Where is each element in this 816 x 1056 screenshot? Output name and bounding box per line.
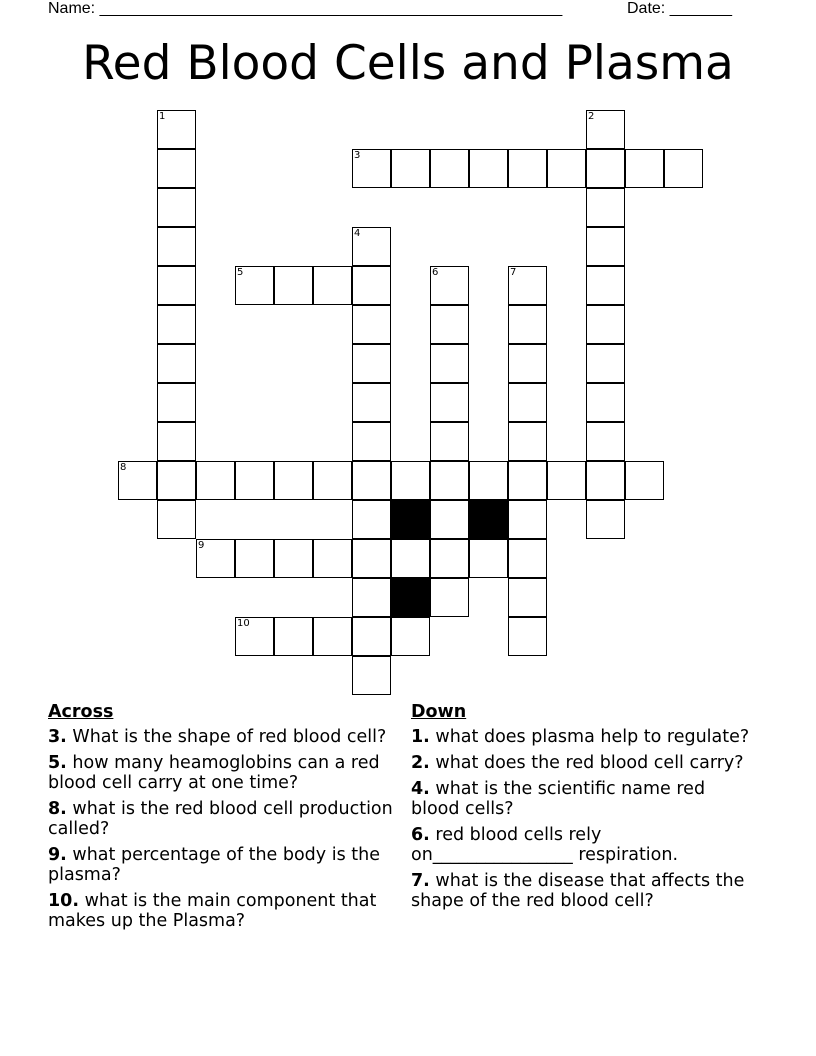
crossword-cell[interactable] bbox=[157, 383, 196, 422]
crossword-block bbox=[391, 578, 430, 617]
crossword-cell[interactable] bbox=[586, 500, 625, 539]
crossword-cell[interactable] bbox=[157, 110, 196, 149]
crossword-cell[interactable] bbox=[469, 539, 508, 578]
down-clue bbox=[411, 727, 751, 747]
crossword-cell[interactable] bbox=[391, 617, 430, 656]
crossword-cell[interactable] bbox=[547, 461, 586, 500]
crossword-cell[interactable] bbox=[352, 227, 391, 266]
clue-number: 4. bbox=[411, 779, 430, 799]
clue-text: what is the main component that makes up the Plasma? bbox=[48, 891, 377, 931]
clue-number: 8. bbox=[48, 799, 67, 819]
clue-number-label: 10 bbox=[237, 618, 250, 629]
crossword-cell[interactable] bbox=[157, 344, 196, 383]
crossword-cell[interactable] bbox=[313, 461, 352, 500]
crossword-cell[interactable] bbox=[157, 266, 196, 305]
crossword-cell[interactable] bbox=[508, 578, 547, 617]
crossword-cell[interactable] bbox=[352, 656, 391, 695]
crossword-cell[interactable] bbox=[430, 578, 469, 617]
crossword-cell[interactable] bbox=[430, 266, 469, 305]
crossword-block bbox=[391, 500, 430, 539]
clue-number: 2. bbox=[411, 753, 430, 773]
crossword-cell[interactable] bbox=[391, 461, 430, 500]
crossword-cell[interactable] bbox=[508, 344, 547, 383]
clue-number: 1. bbox=[411, 727, 430, 747]
clue-number: 5. bbox=[48, 753, 67, 773]
down-clue bbox=[411, 825, 751, 865]
across-clue bbox=[48, 799, 398, 839]
crossword-cell[interactable] bbox=[352, 461, 391, 500]
across-clue bbox=[48, 845, 398, 885]
crossword-cell[interactable] bbox=[508, 500, 547, 539]
clue-number-label: 5 bbox=[237, 267, 244, 278]
crossword-cell[interactable] bbox=[157, 149, 196, 188]
crossword-cell[interactable] bbox=[586, 305, 625, 344]
down-heading: Down bbox=[411, 702, 467, 722]
date-field-label: Date: _______ bbox=[627, 0, 732, 17]
across-heading: Across bbox=[48, 702, 114, 722]
crossword-cell[interactable] bbox=[235, 266, 274, 305]
crossword-cell[interactable] bbox=[508, 617, 547, 656]
crossword-cell[interactable] bbox=[430, 383, 469, 422]
crossword-cell[interactable] bbox=[313, 617, 352, 656]
clue-number-label: 3 bbox=[354, 150, 361, 161]
crossword-cell[interactable] bbox=[235, 539, 274, 578]
crossword-cell[interactable] bbox=[508, 266, 547, 305]
crossword-cell[interactable] bbox=[157, 422, 196, 461]
crossword-cell[interactable] bbox=[508, 422, 547, 461]
crossword-cell[interactable] bbox=[196, 539, 235, 578]
across-clues bbox=[48, 702, 398, 937]
crossword-cell[interactable] bbox=[196, 461, 235, 500]
crossword-cell[interactable] bbox=[586, 461, 625, 500]
clue-number-label: 4 bbox=[354, 228, 361, 239]
crossword-cell[interactable] bbox=[586, 422, 625, 461]
crossword-cell[interactable] bbox=[274, 539, 313, 578]
down-clue bbox=[411, 753, 751, 773]
crossword-cell[interactable] bbox=[157, 305, 196, 344]
clue-number-label: 6 bbox=[432, 267, 439, 278]
across-clue bbox=[48, 753, 398, 793]
crossword-cell[interactable] bbox=[430, 344, 469, 383]
crossword-cell[interactable] bbox=[352, 149, 391, 188]
crossword-cell[interactable] bbox=[274, 617, 313, 656]
clue-number: 3. bbox=[48, 727, 67, 747]
crossword-cell[interactable] bbox=[469, 149, 508, 188]
crossword-cell[interactable] bbox=[157, 500, 196, 539]
crossword-block bbox=[469, 500, 508, 539]
crossword-cell[interactable] bbox=[586, 110, 625, 149]
crossword-cell[interactable] bbox=[508, 149, 547, 188]
crossword-cell[interactable] bbox=[157, 188, 196, 227]
crossword-cell[interactable] bbox=[352, 617, 391, 656]
crossword-cell[interactable] bbox=[391, 149, 430, 188]
crossword-cell[interactable] bbox=[469, 461, 508, 500]
crossword-cell[interactable] bbox=[313, 539, 352, 578]
down-clue bbox=[411, 779, 751, 819]
clue-text: What is the shape of red blood cell? bbox=[72, 727, 387, 747]
crossword-cell[interactable] bbox=[430, 422, 469, 461]
clue-number-label: 9 bbox=[198, 540, 205, 551]
crossword-cell[interactable] bbox=[430, 500, 469, 539]
crossword-cell[interactable] bbox=[586, 227, 625, 266]
crossword-cell[interactable] bbox=[352, 539, 391, 578]
across-clue bbox=[48, 727, 398, 747]
crossword-cell[interactable] bbox=[352, 422, 391, 461]
crossword-cell[interactable] bbox=[625, 149, 664, 188]
crossword-cell[interactable] bbox=[430, 305, 469, 344]
crossword-cell[interactable] bbox=[430, 461, 469, 500]
crossword-cell[interactable] bbox=[352, 500, 391, 539]
across-clue bbox=[48, 891, 398, 931]
crossword-cell[interactable] bbox=[586, 188, 625, 227]
crossword-cell[interactable] bbox=[586, 344, 625, 383]
crossword-cell[interactable] bbox=[586, 383, 625, 422]
crossword-cell[interactable] bbox=[547, 149, 586, 188]
clue-text: what does plasma help to regulate? bbox=[435, 727, 750, 747]
crossword-cell[interactable] bbox=[352, 383, 391, 422]
crossword-cell[interactable] bbox=[586, 149, 625, 188]
crossword-cell[interactable] bbox=[664, 149, 703, 188]
crossword-cell[interactable] bbox=[352, 578, 391, 617]
clue-text: what percentage of the body is the plasma? bbox=[48, 845, 380, 885]
down-clues bbox=[411, 702, 751, 917]
crossword-cell[interactable] bbox=[508, 461, 547, 500]
clue-number: 9. bbox=[48, 845, 67, 865]
crossword-cell[interactable] bbox=[391, 539, 430, 578]
crossword-cell[interactable] bbox=[508, 305, 547, 344]
clue-number: 10. bbox=[48, 891, 80, 911]
crossword-cell[interactable] bbox=[274, 266, 313, 305]
clue-text: what is the disease that affects the shape of the red blood cell? bbox=[411, 871, 745, 911]
crossword-cell[interactable] bbox=[586, 266, 625, 305]
clue-number: 6. bbox=[411, 825, 430, 845]
crossword-cell[interactable] bbox=[118, 461, 157, 500]
clue-number-label: 8 bbox=[120, 462, 127, 473]
name-field-label: Name: ____________________________________________________ bbox=[48, 0, 563, 17]
clue-number-label: 7 bbox=[510, 267, 517, 278]
clue-text: red blood cells rely on________________ respiration. bbox=[411, 825, 679, 865]
clue-text: how many heamoglobins can a red blood cell carry at one time? bbox=[48, 753, 380, 793]
clue-text: what is the scientific name red blood cells? bbox=[411, 779, 706, 819]
crossword-cell[interactable] bbox=[352, 305, 391, 344]
crossword-cell[interactable] bbox=[430, 149, 469, 188]
crossword-cell[interactable] bbox=[235, 617, 274, 656]
crossword-cell[interactable] bbox=[157, 227, 196, 266]
crossword-cell[interactable] bbox=[352, 266, 391, 305]
crossword-cell[interactable] bbox=[157, 461, 196, 500]
crossword-cell[interactable] bbox=[508, 383, 547, 422]
clue-number: 7. bbox=[411, 871, 430, 891]
crossword-cell[interactable] bbox=[352, 344, 391, 383]
crossword-cell[interactable] bbox=[508, 539, 547, 578]
clue-number-label: 1 bbox=[159, 111, 166, 122]
page-title: Red Blood Cells and Plasma bbox=[82, 36, 734, 91]
crossword-cell[interactable] bbox=[274, 461, 313, 500]
crossword-cell[interactable] bbox=[430, 539, 469, 578]
crossword-cell[interactable] bbox=[625, 461, 664, 500]
clue-text: what is the red blood cell production called? bbox=[48, 799, 393, 839]
clue-number-label: 2 bbox=[588, 111, 595, 122]
clue-text: what does the red blood cell carry? bbox=[435, 753, 744, 773]
crossword-cell[interactable] bbox=[235, 461, 274, 500]
crossword-cell[interactable] bbox=[313, 266, 352, 305]
down-clue bbox=[411, 871, 751, 911]
